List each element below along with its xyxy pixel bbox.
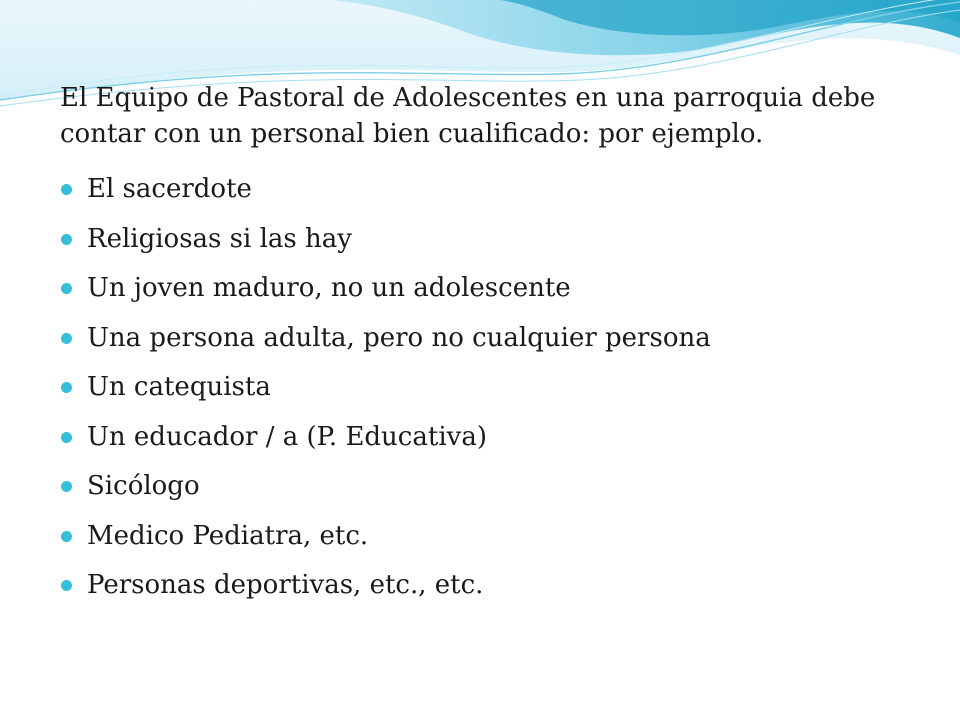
intro-paragraph: El Equipo de Pastoral de Adolescentes en una parroquia debe contar con un personal bien cualificado: por ejemplo. [60,83,876,149]
bullet-list [60,164,920,610]
list-item-text: Personas deportivas, etc., etc. [87,570,484,600]
list-item-text: Una persona adulta, pero no cualquier persona [87,322,711,353]
list-item [60,511,920,561]
list-item [60,412,920,462]
list-item [60,164,920,214]
list-item-text: Un catequista [87,372,271,402]
bullet-dot-icon [61,184,72,195]
list-item [60,461,920,511]
list-item [60,214,920,264]
bullet-dot-icon [61,432,72,443]
list-item-text: El sacerdote [87,174,252,204]
bullet-dot-icon [61,580,72,591]
list-item-text: Un educador / a (P. Educativa) [87,421,487,452]
bullet-dot-icon [61,531,72,542]
list-item [60,560,920,610]
bullet-dot-icon [61,481,72,492]
list-item [60,362,920,412]
bullet-dot-icon [61,234,72,245]
list-item [60,313,920,363]
list-item [60,263,920,313]
bullet-dot-icon [61,333,72,344]
list-item-text: Un joven maduro, no un adolescente [87,273,571,303]
bullet-dot-icon [61,283,72,294]
slide-content [60,80,920,610]
list-item-text: Sicólogo [87,471,200,501]
list-item-text: Religiosas si las hay [87,223,352,254]
bullet-dot-icon [61,382,72,393]
list-item-text: Medico Pediatra, etc. [87,520,369,551]
